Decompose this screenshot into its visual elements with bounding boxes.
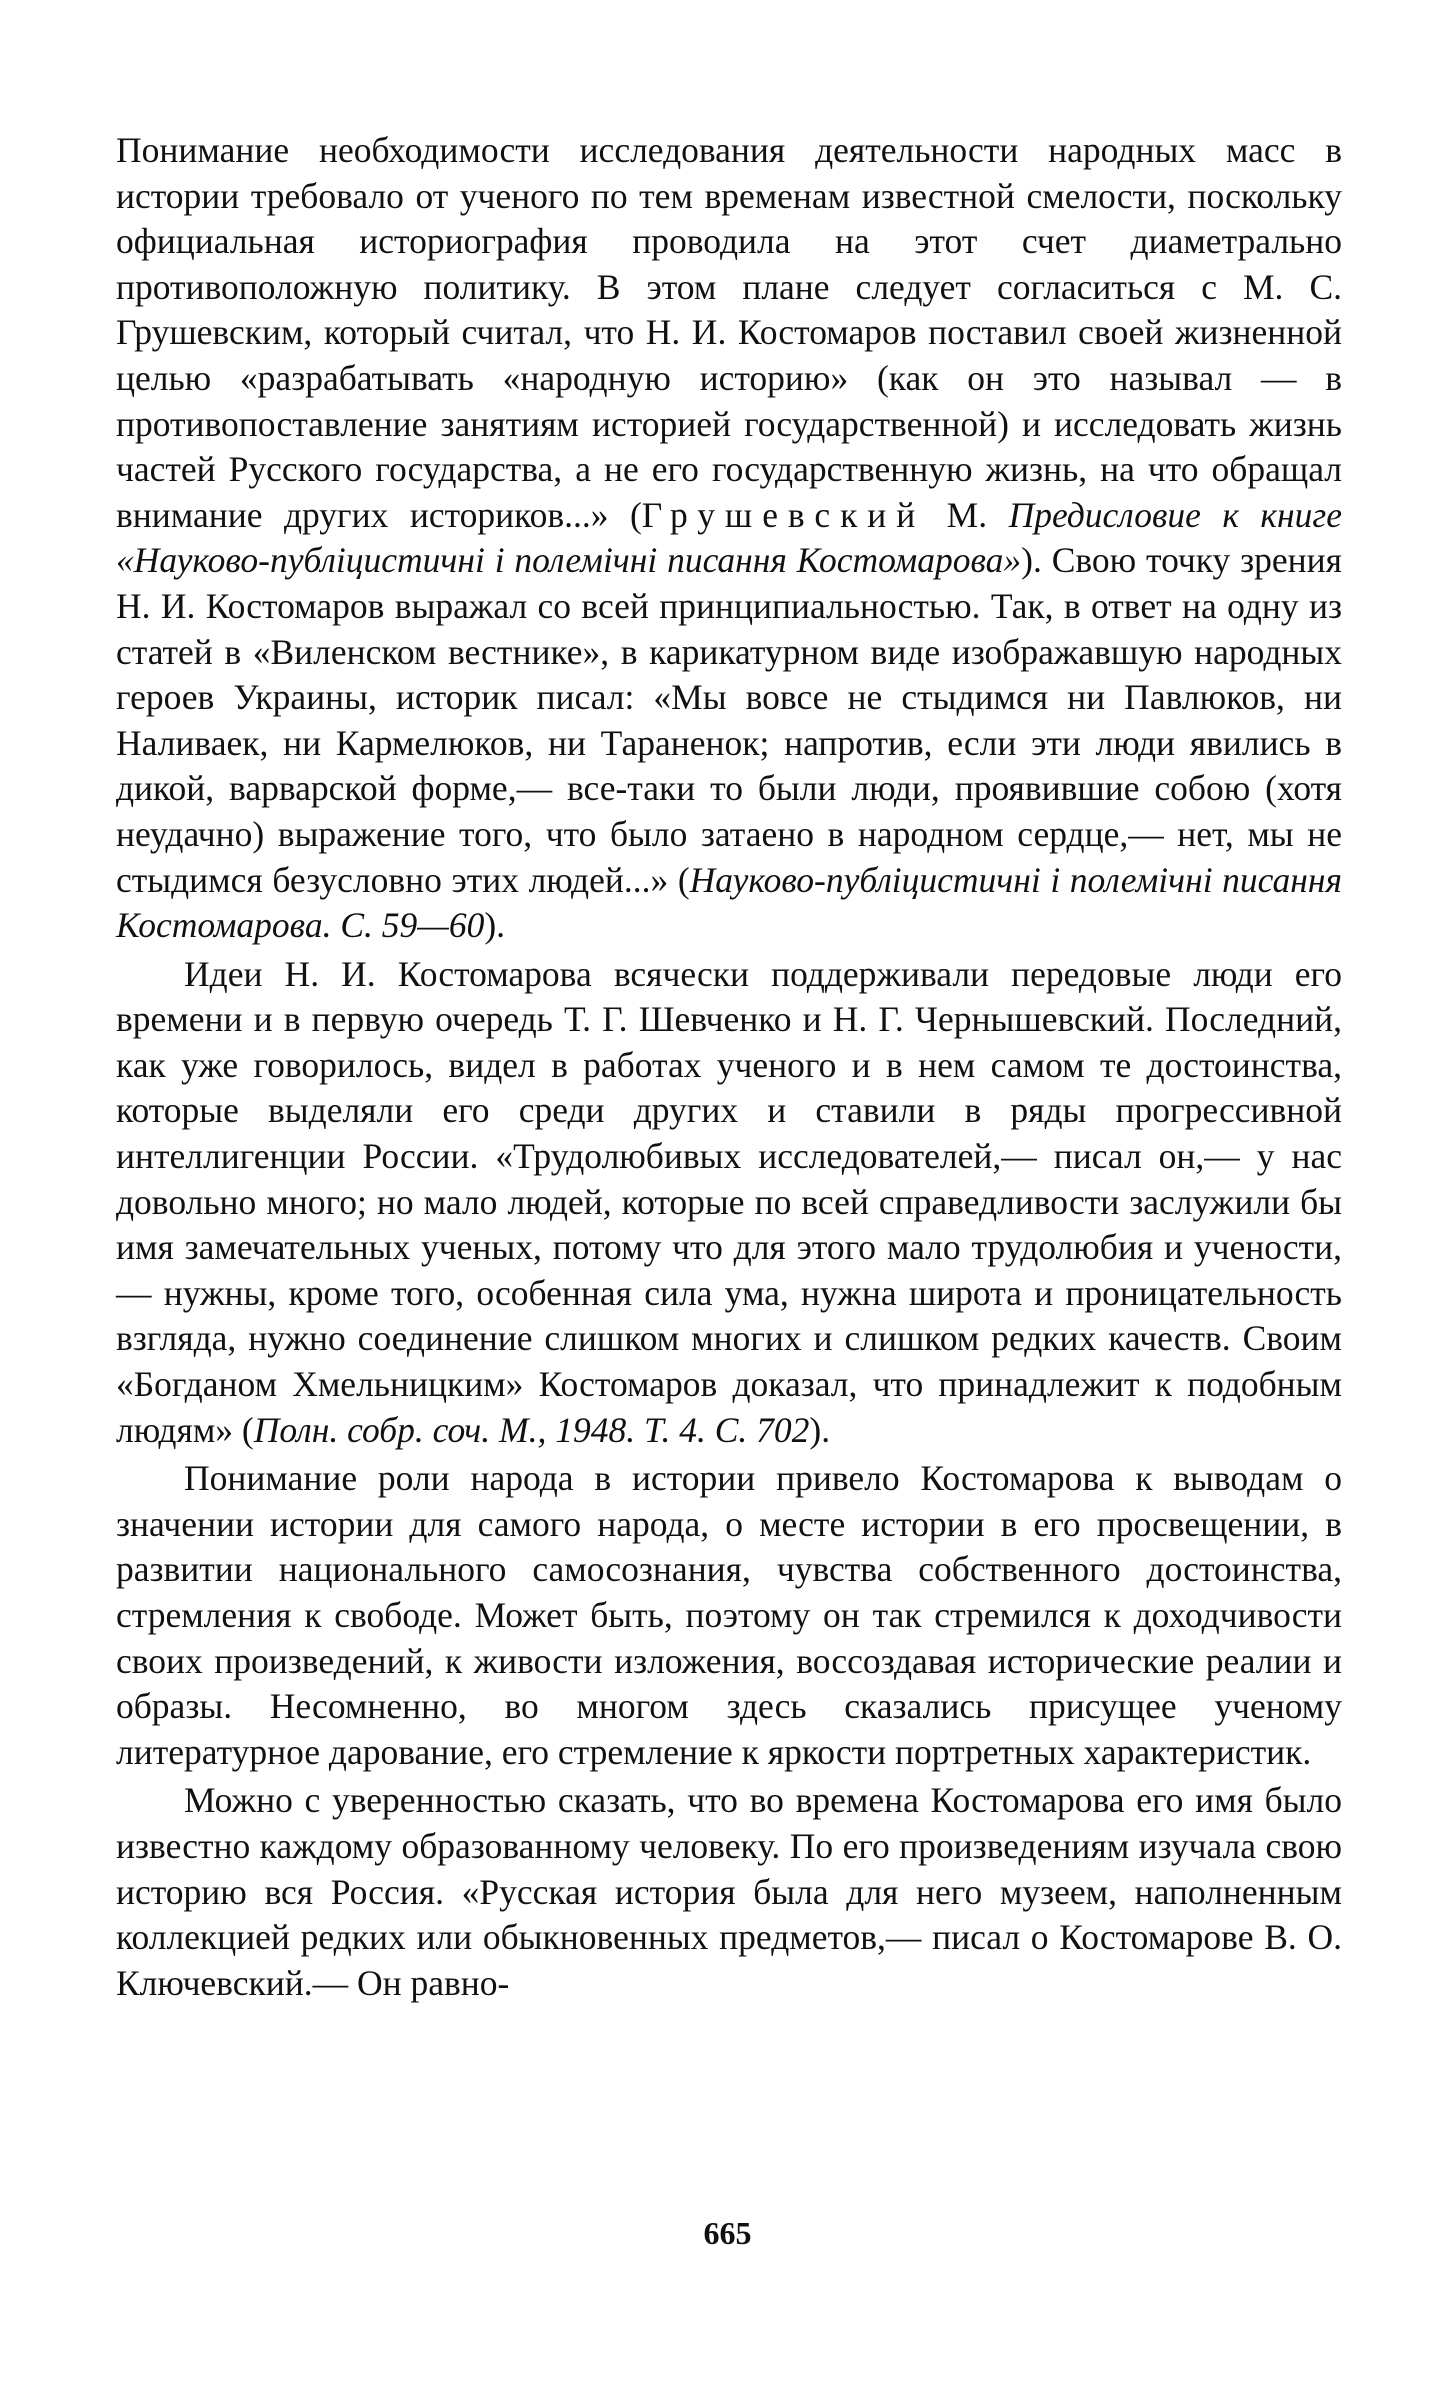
paragraph-text: Можно с уверенностью сказать, что во времена Костомарова его имя было известно каждому образованному человеку. По его произведениям изучала свою историю вся Россия. «Русская история была для него музеем, наполненным коллекцией редких или обыкновенных предметов,— писал о Костомарове В. О. Ключевский.— Он равно- (116, 1780, 1342, 2003)
paragraph-text: Идеи Н. И. Костомарова всячески поддерживали передовые люди его времени и в первую очередь Т. Г. Шевченко и Н. Г. Чернышевский. Последний, как уже говорилось, видел в работах ученого и в нем самом те достоинства, которые выделяли его среди других и ставили в ряды прогрессивной интеллигенции России. «Трудолюбивых исследователей,— писал он,— у нас довольно много; но мало людей, которые по всей справедливости заслужили бы имя замечательных ученых, потому что для этого мало трудолюбия и учености,— нужны, кроме того, особенная сила ума, нужна широта и проницательность взгляда, нужно соединение слишком многих и слишком редких качеств. Своим «Богданом Хмельницким» Костомаров доказал, что принадлежит к подобным людям» ( (116, 953, 1342, 1450)
page-number: 665 (703, 2215, 752, 2251)
paragraph (116, 128, 1342, 949)
paragraph (116, 952, 1342, 1454)
paragraph-text: М. (925, 494, 1009, 535)
paragraph-text: Понимание роли народа в истории привело Костомарова к выводам о значении истории для самого народа, о месте истории в его просвещении, в развитии национального самосознания, чувства собственного достоинства, стремления к свободе. Может быть, поэтому он так стремился к доходчивости своих произведений, к живости изложения, воссоздавая исторические реалии и образы. Несомненно, во многом здесь сказались присущее ученому литературное дарование, его стремление к яркости портретных характеристик. (116, 1458, 1342, 1772)
author-name: Грушевский (641, 494, 926, 535)
paragraph-text: ). (484, 905, 506, 946)
document-body (116, 128, 1342, 2006)
paragraph (116, 1778, 1342, 2006)
paragraph-text: Понимание необходимости исследования деятельности народных масс в истории требовало от ученого по тем временам известной смелости, поскольку официальная историография проводила на этот счет диаметрально противоположную политику. В этом плане следует согласиться с М. С. Грушевским, который считал, что Н. И. Костомаров поставил своей жизненной целью «разрабатывать «народную историю» (как он это называл — в противопоставление занятиям историей государственной) и исследовать жизнь частей Русского государства, а не его государственную жизнь, на что обращал внимание других историков...» ( (116, 130, 1342, 535)
citation-text: Полн. собр. соч. М., 1948. Т. 4. С. 702 (253, 1409, 810, 1450)
paragraph-text: ). (809, 1409, 831, 1450)
citation-text: Науково-публіцистичні і полемічні писання Костомарова. С. 59—60 (116, 859, 1342, 946)
citation-text: Предисловие к книге «Науково-публіцистичні і полемічні писання Костомарова» (116, 494, 1342, 581)
paragraph-text: ). Свою точку зрения Н. И. Костомаров выражал со всей принципиальностью. Так, в ответ на одну из статей в «Виленском вестнике», в карикатурном виде изображавшую народных героев Украины, историк писал: «Мы вовсе не стыдимся ни Павлюков, ни Наливаек, ни Кармелюков, ни Тараненок; напротив, если эти люди явились в дикой, варварской форме,— все-таки то были люди, проявившие собою (хотя неудачно) выражение того, что было затаено в народном сердце,— нет, мы не стыдимся безусловно этих людей...» ( (116, 540, 1343, 900)
paragraph (116, 1456, 1342, 1775)
